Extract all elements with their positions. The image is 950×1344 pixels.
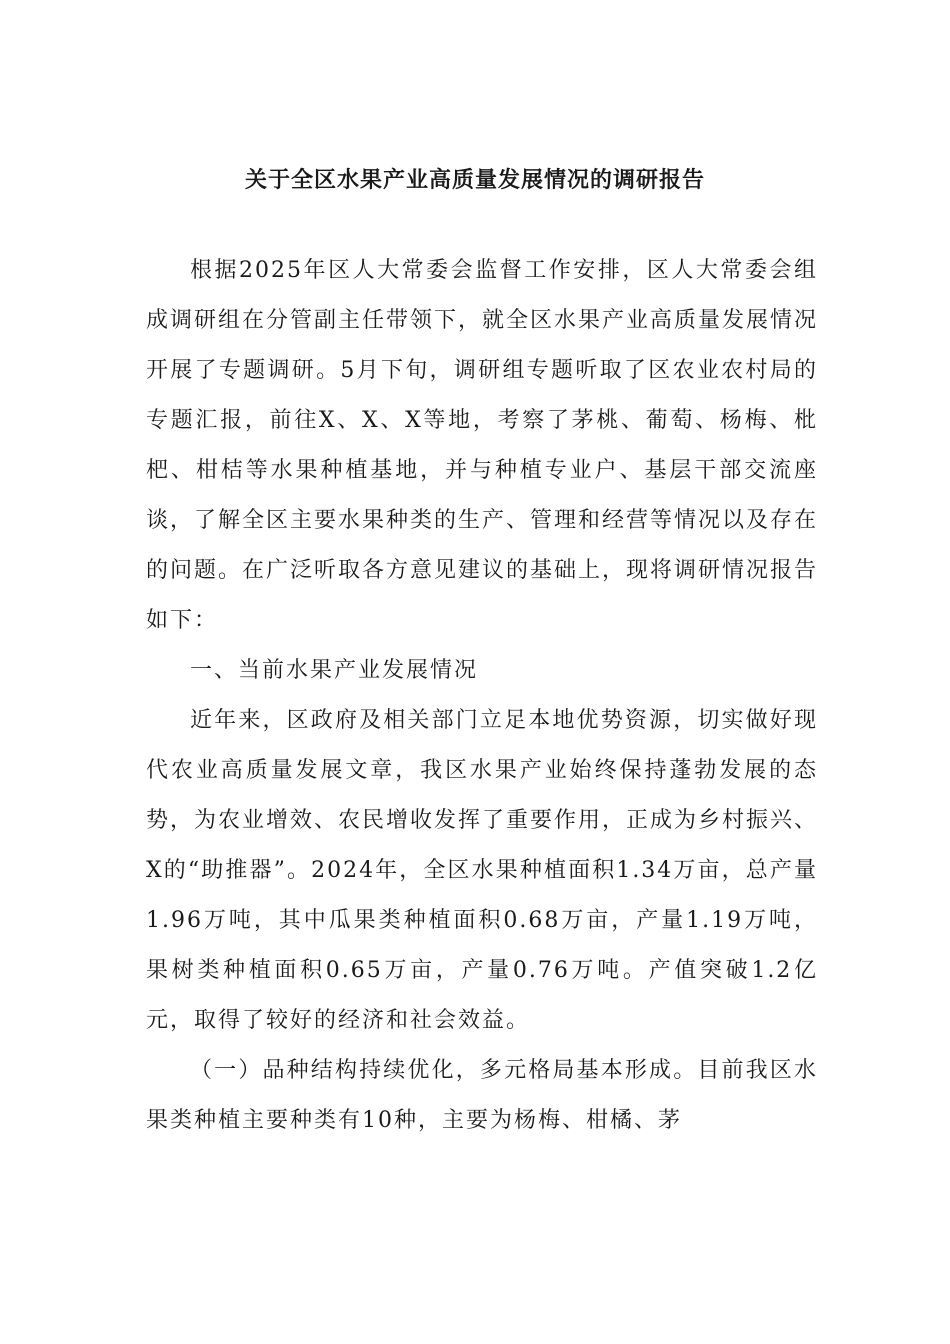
paragraph-intro: 根据2025年区人大常委会监督工作安排，区人大常委会组成调研组在分管副主任带领下，就全区水果产业高质量发展情况开展了专题调研。5月下旬，调研组专题听取了区农业农村局的专题汇报，前往X、X、X等地，考察了茅桃、葡萄、杨梅、枇杷、柑桔等水果种植基地，并与种植专业户、基层干部交流座谈，了解全区主要水果种类的生产、管理和经营等情况以及存在的问题。在广泛听取各方意见建议的基础上，现将调研情况报告如下： — [146, 258, 819, 633]
paragraph-subsection-1: （一）品种结构持续优化，多元格局基本形成。目前我区水果类种植主要种类有10种，主要为杨梅、柑橘、茅 — [146, 1058, 818, 1133]
document-title: 关于全区水果产业高质量发展情况的调研报告 — [244, 167, 705, 193]
paragraph-overview: 近年来，区政府及相关部门立足本地优势资源，切实做好现代农业高质量发展文章，我区水果产业始终保持蓬勃发展的态势，为农业增效、农民增收发挥了重要作用，正成为乡村振兴、X的“助推器”。2024年，全区水果种植面积1.34万亩，总产量1.96万吨，其中瓜果类种植面积0.68万亩，产量1.19万吨，果树类种植面积0.65万亩，产量0.76万吨。产值突破1.2亿元，取得了较好的经济和社会效益。 — [146, 708, 819, 1033]
section-heading-1: 一、当前水果产业发展情况 — [190, 658, 479, 683]
document-body — [146, 246, 818, 1146]
